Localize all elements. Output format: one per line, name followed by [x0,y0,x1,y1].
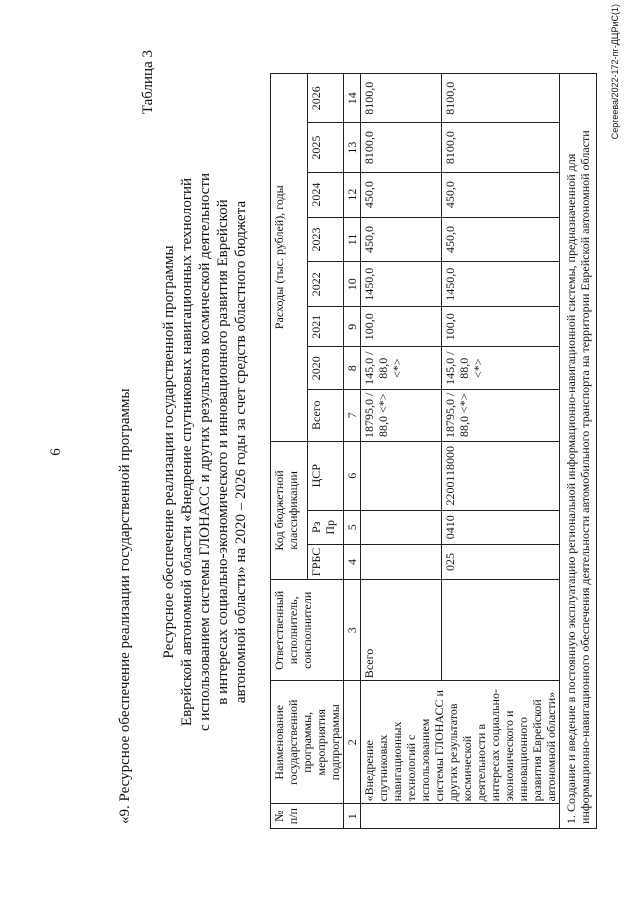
total-cell: 18795,0 / 88,0 <*> [361,390,442,442]
program-name: «Внедрение спутниковых навигационных технологий с использованием системы ГЛОНАСС и других результатов космической деятельности в интересах социально-экономического и инновационного развития Еврейской автономной области» [361,681,560,804]
header-name: Наименование государственной программы, мероприятия подпрограммы [271,681,344,804]
value-cell: 8100,0 [442,74,560,123]
title-line: в интересах социально-экономического и инновационного развития Еврейской [215,199,231,705]
header-rzpr: Рз Пр [307,510,344,544]
value-cell: 145,0 / 88,0 <*> [361,347,442,390]
col-num: 9 [344,307,361,347]
header-year: 2021 [307,307,344,347]
header-expenses: Расходы (тыс. рублей), годы [271,74,308,442]
col-num: 12 [344,172,361,217]
rzpr-cell [361,510,442,544]
footer-code: Сергеева/2022-172-пг-ДЦРиС(1) [610,4,620,140]
title-line: с использованием системы ГЛОНАСС и других результатов космической деятельности [197,172,213,732]
col-num: 6 [344,441,361,510]
csr-cell: 2200118000 [442,441,560,510]
grbs-cell [361,544,442,580]
col-num: 4 [344,544,361,580]
col-num: 5 [344,510,361,544]
total-cell: 18795,0 / 88,0 <*> [442,390,560,442]
col-num: 13 [344,123,361,172]
section-heading: «9. Ресурсное обеспечение реализации государственной программы [117,388,133,824]
header-grbs: ГРБС [307,544,344,580]
header-year: 2022 [307,262,344,307]
header-csr: ЦСР [307,441,344,510]
header-budget-code: Код бюджетной классификации [271,441,308,580]
value-cell: 145,0 / 88,0 <*> [442,347,560,390]
value-cell: 450,0 [442,172,560,217]
value-cell: 1450,0 [361,262,442,307]
header-year: 2026 [307,74,344,123]
header-row [271,74,308,829]
value-cell: 8100,0 [361,123,442,172]
table-label: Таблица 3 [140,50,156,115]
header-year: 2024 [307,172,344,217]
col-num: 1 [344,804,361,829]
header-executor: Ответственный исполнитель, соисполнители [271,580,344,681]
value-cell: 8100,0 [361,74,442,123]
resource-table [270,73,597,829]
title-line: Еврейской автономной области «Внедрение спутниковых навигационных технологий [179,177,195,727]
executor-cell: Всего [361,580,442,681]
col-num: 7 [344,390,361,442]
table-title [160,0,250,904]
rzpr-cell: 0410 [442,510,560,544]
header-total: Всего [307,390,344,442]
header-year: 2020 [307,347,344,390]
table-row [361,74,442,829]
header-num: № п/п [271,804,344,829]
grbs-cell: 025 [442,544,560,580]
value-cell: 450,0 [442,217,560,262]
title-line: Ресурсное обеспечение реализации государственной программы [161,245,177,659]
title-line: автономной области» на 2020 – 2026 годы за счет средств областного бюджета [233,200,249,704]
subprogram-description: 1. Создание и введение в постоянную эксплуатацию региональной информационно-навигационной системы, предназначенной для информационно-навигационного обеспечения деятельности автомобильного транспорта на территории Еврейской автономной области [560,74,597,829]
header-year: 2023 [307,217,344,262]
header-year: 2025 [307,123,344,172]
col-num: 8 [344,347,361,390]
value-cell: 8100,0 [442,123,560,172]
section-row [560,74,597,829]
executor-cell [442,580,560,681]
page-number: 6 [48,448,64,456]
col-num: 10 [344,262,361,307]
col-num: 3 [344,580,361,681]
column-number-row [344,74,361,829]
value-cell: 450,0 [361,172,442,217]
col-num: 2 [344,681,361,804]
col-num: 14 [344,74,361,123]
csr-cell [361,441,442,510]
value-cell: 100,0 [442,307,560,347]
row-number [361,804,560,829]
col-num: 11 [344,217,361,262]
value-cell: 450,0 [361,217,442,262]
value-cell: 100,0 [361,307,442,347]
value-cell: 1450,0 [442,262,560,307]
